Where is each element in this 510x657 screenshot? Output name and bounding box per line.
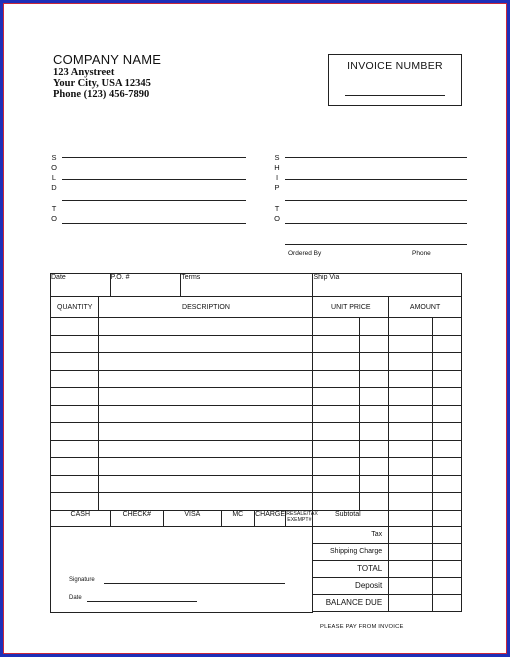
ship-to-line[interactable] bbox=[285, 179, 467, 180]
company-name: COMPANY NAME bbox=[53, 52, 162, 67]
invoice-number-title: INVOICE NUMBER bbox=[347, 60, 443, 72]
tax-label: Tax bbox=[313, 526, 389, 543]
table-row[interactable] bbox=[51, 318, 462, 336]
quantity-header: QUANTITY bbox=[51, 297, 99, 318]
phone-label: Phone bbox=[412, 250, 431, 257]
subtotal-value[interactable] bbox=[389, 510, 432, 526]
signature-label: Signature bbox=[69, 576, 95, 583]
table-row[interactable] bbox=[51, 493, 462, 511]
invoice-number-box bbox=[328, 54, 462, 106]
table-row[interactable] bbox=[51, 440, 462, 458]
footer-note: PLEASE PAY FROM INVOICE bbox=[320, 624, 404, 630]
company-street: 123 Anystreet bbox=[53, 67, 115, 78]
date-cell[interactable]: Date bbox=[51, 274, 111, 297]
ordered-by-label: Ordered By bbox=[288, 250, 322, 257]
mc-option[interactable]: MC bbox=[221, 510, 254, 526]
table-row[interactable] bbox=[51, 335, 462, 353]
company-city: Your City, USA 12345 bbox=[53, 78, 151, 89]
ordered-by-line[interactable] bbox=[285, 244, 467, 245]
tax-value[interactable] bbox=[389, 526, 432, 543]
check-option[interactable]: CHECK# bbox=[110, 510, 163, 526]
visa-option[interactable]: VISA bbox=[164, 510, 222, 526]
resale-option[interactable]: RESALE/TAX EXEMPT# bbox=[286, 510, 313, 526]
terms-cell[interactable]: Terms bbox=[181, 274, 313, 297]
sold-to-line[interactable] bbox=[62, 200, 246, 201]
invoice-number-line bbox=[345, 95, 445, 96]
subtotal-label: Subtotal bbox=[313, 510, 389, 526]
table-row[interactable] bbox=[51, 370, 462, 388]
sold-to-line[interactable] bbox=[62, 179, 246, 180]
signature-line[interactable] bbox=[104, 583, 285, 584]
balance-label: BALANCE DUE bbox=[313, 594, 389, 611]
company-phone: Phone (123) 456-7890 bbox=[53, 89, 150, 100]
table-row[interactable] bbox=[51, 388, 462, 406]
table-row[interactable] bbox=[51, 405, 462, 423]
shipping-label: Shipping Charge bbox=[313, 543, 389, 560]
header-row bbox=[51, 297, 462, 318]
date-label: Date bbox=[69, 594, 82, 601]
balance-value[interactable] bbox=[389, 594, 432, 611]
table-row[interactable] bbox=[51, 475, 462, 493]
meta-row bbox=[51, 274, 462, 297]
sold-to-label: S O L D T O bbox=[51, 153, 57, 223]
table-row[interactable] bbox=[51, 423, 462, 441]
ship-via-cell[interactable]: Ship Via bbox=[313, 274, 462, 297]
charge-option[interactable]: CHARGE bbox=[254, 510, 285, 526]
total-label: TOTAL bbox=[313, 560, 389, 577]
sold-to-line[interactable] bbox=[62, 223, 246, 224]
sold-to-line[interactable] bbox=[62, 157, 246, 158]
deposit-label: Deposit bbox=[313, 577, 389, 594]
tax-row bbox=[51, 526, 462, 543]
ship-to-line[interactable] bbox=[285, 157, 467, 158]
invoice-table bbox=[50, 273, 462, 613]
amount-header: AMOUNT bbox=[389, 297, 462, 318]
table-row[interactable] bbox=[51, 353, 462, 371]
deposit-value[interactable] bbox=[389, 577, 432, 594]
shipping-value[interactable] bbox=[389, 543, 432, 560]
signature-area bbox=[51, 526, 313, 612]
description-header: DESCRIPTION bbox=[99, 297, 313, 318]
table-row[interactable] bbox=[51, 458, 462, 476]
ship-to-line[interactable] bbox=[285, 200, 467, 201]
ship-to-label: S H I P T O bbox=[274, 153, 280, 223]
payment-row bbox=[51, 510, 462, 526]
po-cell[interactable]: P.O. # bbox=[110, 274, 181, 297]
ship-to-line[interactable] bbox=[285, 223, 467, 224]
cash-option[interactable]: CASH bbox=[51, 510, 111, 526]
date-line[interactable] bbox=[87, 601, 197, 602]
unit-price-header: UNIT PRICE bbox=[313, 297, 389, 318]
total-value[interactable] bbox=[389, 560, 432, 577]
